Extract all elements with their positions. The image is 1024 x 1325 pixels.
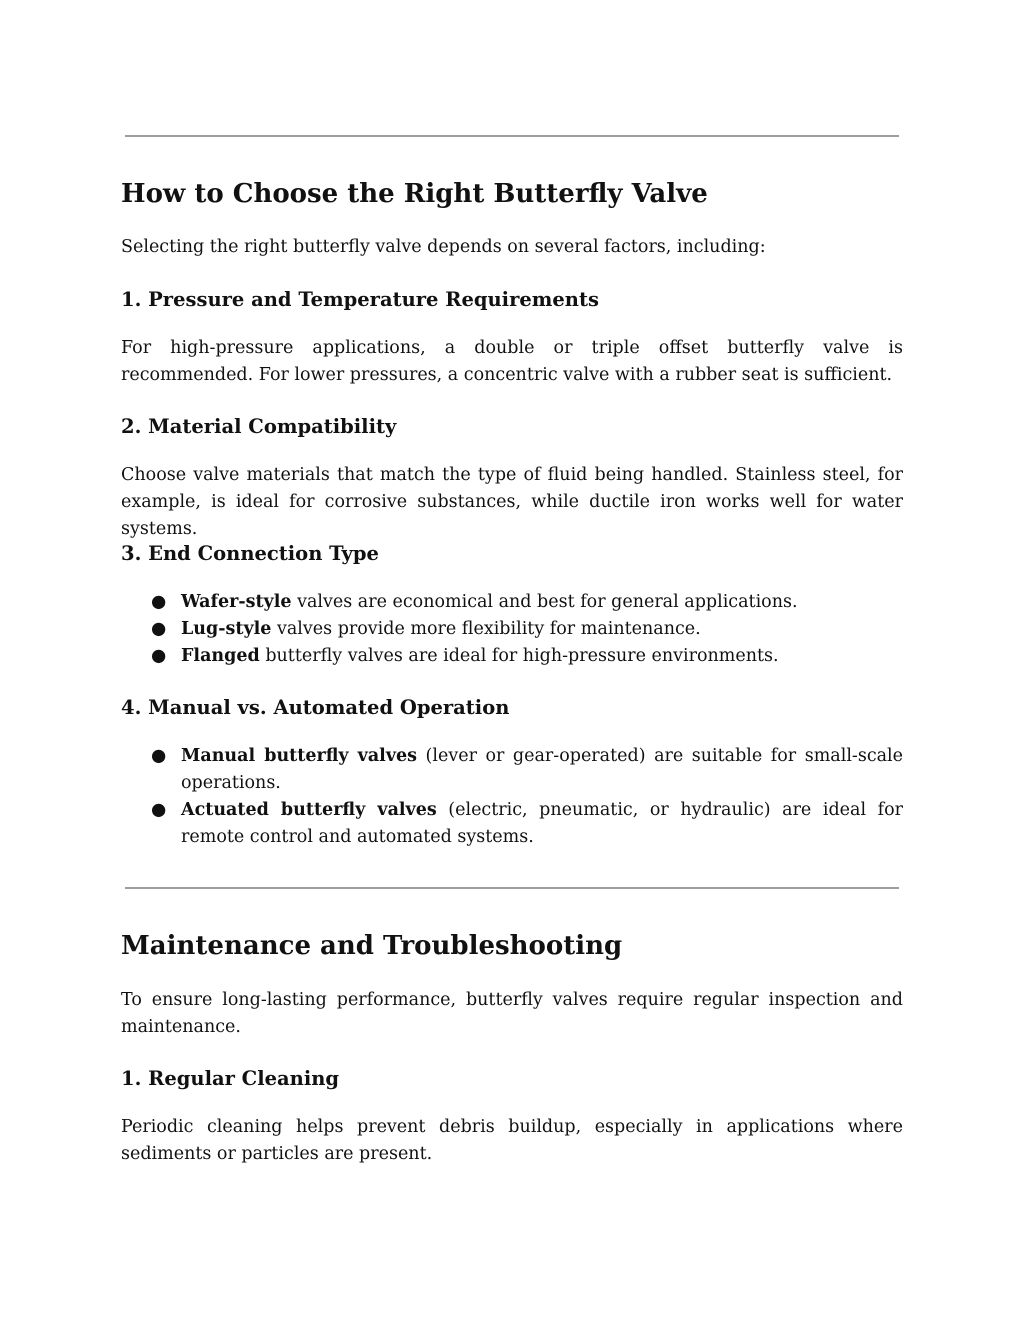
bullet-icon: ● <box>151 619 167 639</box>
list-end-connection <box>121 589 903 670</box>
divider-top <box>125 135 899 137</box>
list-item-term: Manual butterfly valves <box>181 746 417 766</box>
paragraph-material: Choose valve materials that match the type of fluid being handled. Stainless steel, for example, is ideal for corrosive substances, while ductile iron works well for water systems. <box>121 465 903 539</box>
bullet-icon: ● <box>151 800 167 820</box>
section-title: Maintenance and Troubleshooting <box>121 931 623 961</box>
list-item-text: valves are economical and best for general applications. <box>291 592 798 612</box>
section-title: How to Choose the Right Butterfly Valve <box>121 179 708 209</box>
list-item-term: Lug-style <box>181 619 272 639</box>
list-item <box>121 643 903 670</box>
subheading-operation: 4. Manual vs. Automated Operation <box>121 696 510 719</box>
paragraph-pressure: For high-pressure applications, a double or triple offset butterfly valve is recommended. For lower pressures, a concentric valve with a rubber seat is sufficient. <box>121 338 903 385</box>
list-operation <box>121 743 903 851</box>
bullet-icon: ● <box>151 592 167 612</box>
list-item-text: butterfly valves are ideal for high-pressure environments. <box>259 646 779 666</box>
subheading-pressure: 1. Pressure and Temperature Requirements <box>121 288 599 311</box>
subheading-end-connection: 3. End Connection Type <box>121 542 379 565</box>
subheading-material: 2. Material Compatibility <box>121 415 397 438</box>
list-item <box>121 797 903 851</box>
list-item-term: Actuated butterfly valves <box>181 800 437 820</box>
bullet-icon: ● <box>151 646 167 666</box>
section-intro: Selecting the right butterfly valve depends on several factors, including: <box>121 237 766 257</box>
list-item <box>121 743 903 797</box>
list-item-term: Wafer-style <box>181 592 292 612</box>
paragraph-cleaning: Periodic cleaning helps prevent debris buildup, especially in applications where sediments or particles are present. <box>121 1117 903 1164</box>
list-item-text: (electric, pneumatic, or hydraulic) are ideal for remote control and automated systems. <box>181 800 903 847</box>
subheading-cleaning: 1. Regular Cleaning <box>121 1067 340 1090</box>
list-item-text: valves provide more flexibility for maintenance. <box>271 619 701 639</box>
list-item-term: Flanged <box>181 646 260 666</box>
list-item-text: (lever or gear-operated) are suitable for small-scale operations. <box>181 746 904 793</box>
divider-middle <box>125 887 899 889</box>
section-intro: To ensure long-lasting performance, butterfly valves require regular inspection and maintenance. <box>121 990 903 1037</box>
bullet-icon: ● <box>151 746 167 766</box>
list-item <box>121 616 903 643</box>
list-item <box>121 589 903 616</box>
